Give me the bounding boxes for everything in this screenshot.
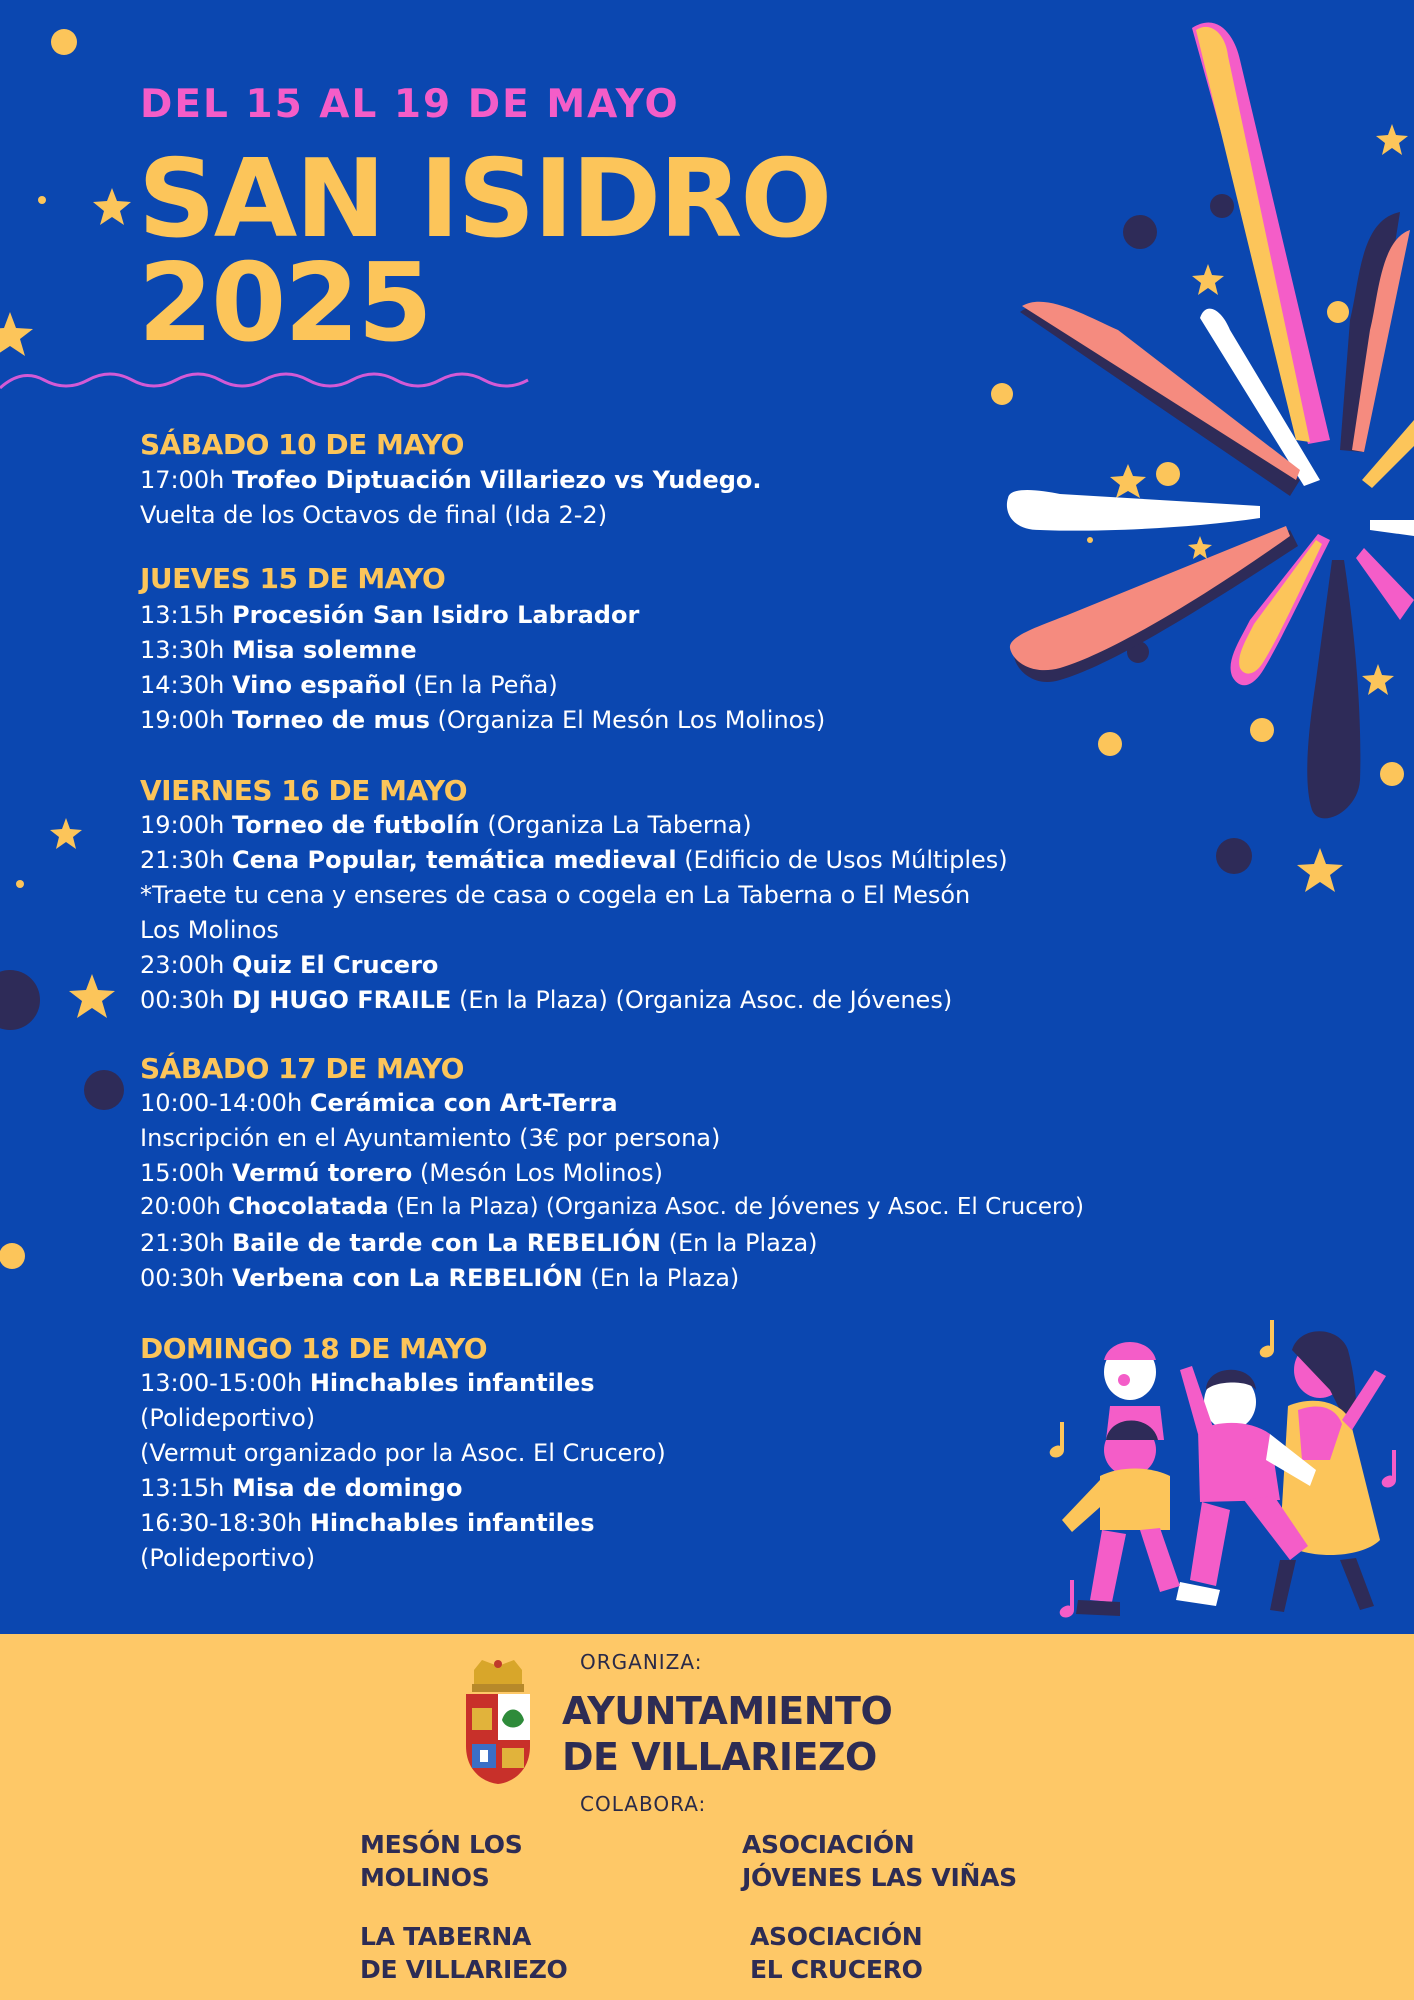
schedule-line: 00:30h DJ HUGO FRAILE (En la Plaza) (Organiza Asoc. de Jóvenes) [140, 986, 953, 1014]
collaborator-line: DE VILLARIEZO [360, 1955, 568, 1984]
footer-section [0, 1634, 1414, 2000]
schedule-line: 19:00h Torneo de futbolín (Organiza La Taberna) [140, 811, 752, 839]
schedule-line: Vuelta de los Octavos de final (Ida 2-2) [140, 501, 608, 529]
collaborator [750, 1920, 923, 1986]
schedule-line: 10:00-14:00h Cerámica con Art-Terra [140, 1089, 618, 1117]
schedule-line: Inscripción en el Ayuntamiento (3€ por persona) [140, 1124, 721, 1152]
schedule-line: 21:30h Baile de tarde con La REBELIÓN (En la Plaza) [140, 1229, 818, 1257]
collaborator-line: MESÓN LOS [360, 1830, 523, 1859]
schedule-line: 19:00h Torneo de mus (Organiza El Mesón Los Molinos) [140, 706, 826, 734]
schedule-line: 13:00-15:00h Hinchables infantiles [140, 1369, 595, 1397]
collaborator-line: ASOCIACIÓN [742, 1830, 915, 1859]
schedule-line: 20:00h Chocolatada (En la Plaza) (Organiza Asoc. de Jóvenes y Asoc. El Crucero) [140, 1194, 1085, 1220]
day-heading: DOMINGO 18 DE MAYO [140, 1332, 488, 1365]
collaborator-line: MOLINOS [360, 1863, 490, 1892]
schedule-line: 13:30h Misa solemne [140, 636, 417, 664]
title-line-2: 2025 [138, 241, 431, 366]
organizer-line-1: AYUNTAMIENTO [562, 1689, 893, 1733]
organizer-line-2: DE VILLARIEZO [562, 1735, 877, 1779]
schedule-line: 17:00h Trofeo Diptuación Villariezo vs Yudego. [140, 466, 762, 494]
collaborator [360, 1828, 522, 1894]
schedule-line: 13:15h Misa de domingo [140, 1474, 463, 1502]
schedule-line: 15:00h Vermú torero (Mesón Los Molinos) [140, 1159, 663, 1187]
event-title [138, 137, 831, 366]
schedule-line: 16:30-18:30h Hinchables infantiles [140, 1509, 595, 1537]
organizer-name [562, 1688, 892, 1780]
event-dates: DEL 15 AL 19 DE MAYO [140, 82, 680, 127]
dancing-people-illustration [1030, 1310, 1410, 1650]
collaborator-line: JÓVENES LAS VIÑAS [742, 1863, 1017, 1892]
collaborator-line: ASOCIACIÓN [750, 1922, 923, 1951]
schedule-line: 13:15h Procesión San Isidro Labrador [140, 601, 640, 629]
schedule-line: (Polideportivo) [140, 1404, 316, 1432]
collaborator-line: LA TABERNA [360, 1922, 532, 1951]
schedule-line: 14:30h Vino español (En la Peña) [140, 671, 558, 699]
schedule-line: 21:30h Cena Popular, temática medieval (Edificio de Usos Múltiples) [140, 846, 1008, 874]
collaborator-line: EL CRUCERO [750, 1955, 923, 1984]
title-line-1: SAN ISIDRO [138, 137, 831, 262]
schedule-line: (Vermut organizado por la Asoc. El Crucero) [140, 1439, 666, 1467]
collaborator [360, 1920, 568, 1986]
organiza-label: ORGANIZA: [580, 1650, 703, 1674]
schedule-line: *Traete tu cena y enseres de casa o cogela en La Taberna o El Mesón [140, 881, 971, 909]
coat-of-arms-icon [458, 1660, 538, 1786]
schedule-line: 23:00h Quiz El Crucero [140, 951, 439, 979]
schedule-line: 00:30h Verbena con La REBELIÓN (En la Plaza) [140, 1264, 740, 1292]
schedule-line: (Polideportivo) [140, 1544, 316, 1572]
colabora-label: COLABORA: [580, 1792, 707, 1816]
day-heading: JUEVES 15 DE MAYO [140, 562, 446, 595]
schedule-line: Los Molinos [140, 916, 279, 944]
wave-divider [0, 360, 540, 400]
day-heading: SÁBADO 10 DE MAYO [140, 428, 464, 461]
day-heading: VIERNES 16 DE MAYO [140, 774, 468, 807]
day-heading: SÁBADO 17 DE MAYO [140, 1052, 464, 1085]
collaborator [742, 1828, 1017, 1894]
